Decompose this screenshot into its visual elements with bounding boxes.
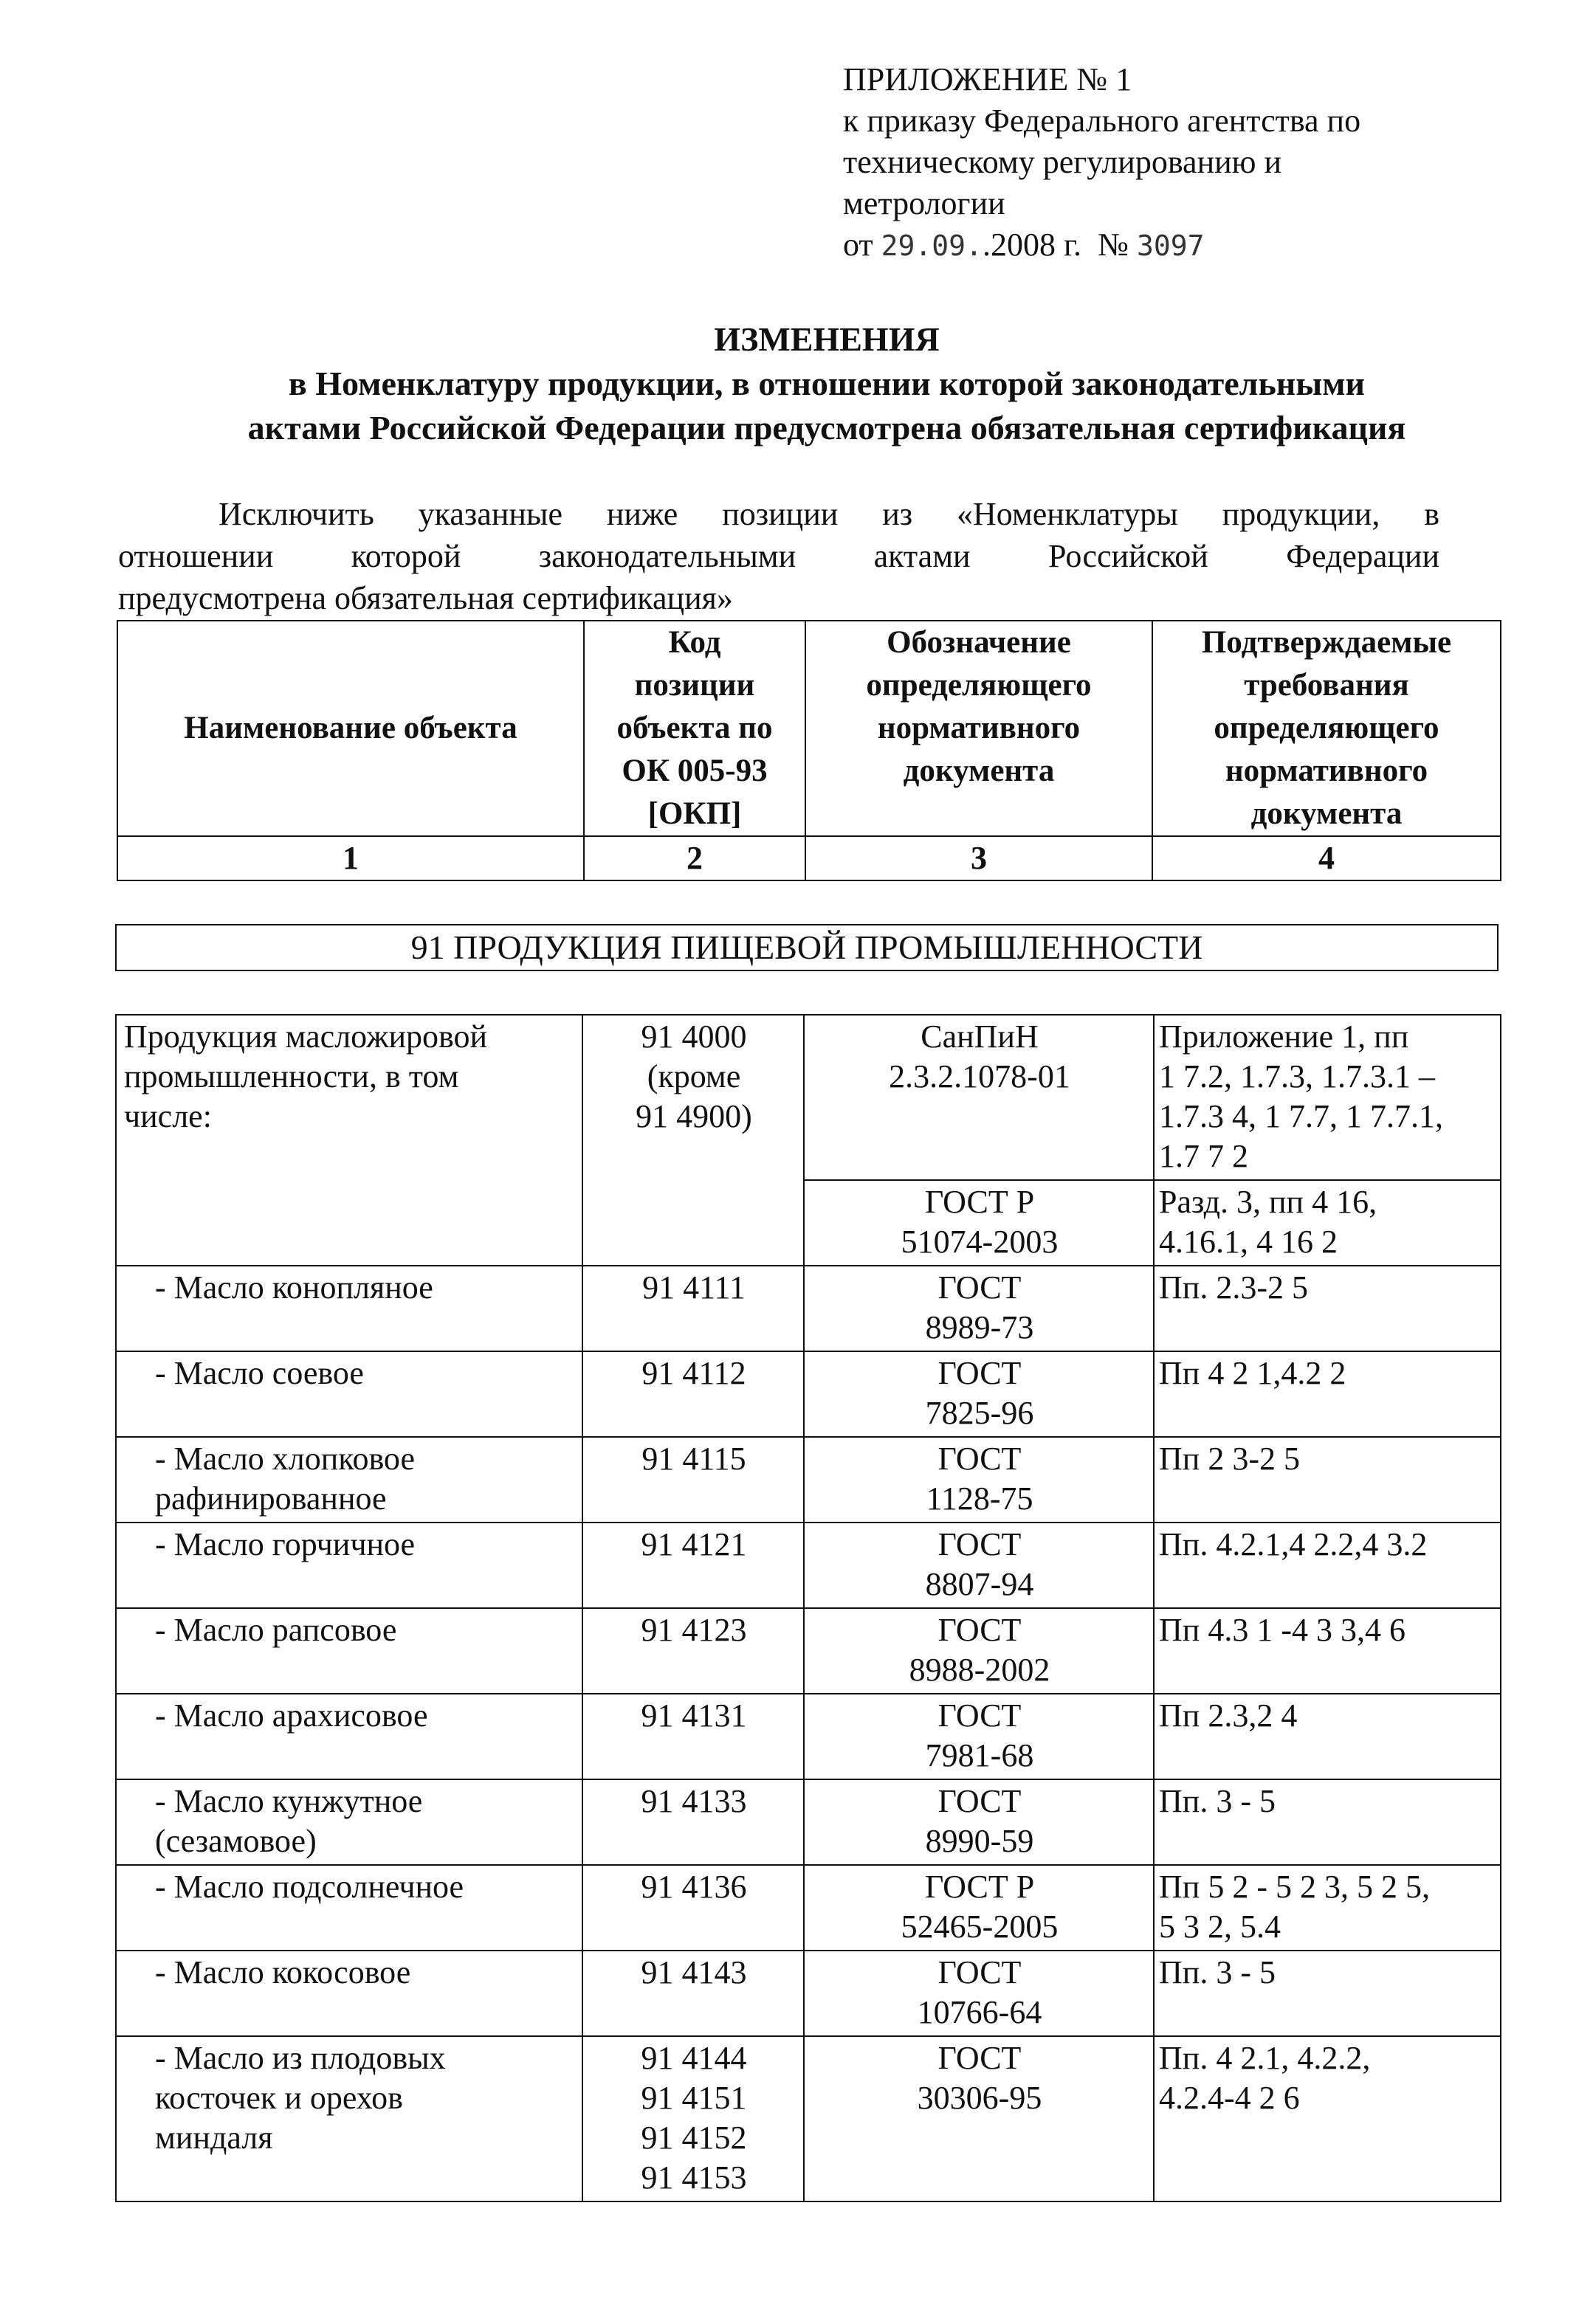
products-table xyxy=(115,1014,1501,2202)
order-number-handwritten: 3097 xyxy=(1137,230,1205,262)
table-row xyxy=(116,2036,1501,2201)
heading-line: в Номенклатуру продукции, в отношении которой законодательными xyxy=(288,365,1366,402)
product-name: - Масло кокосовое xyxy=(116,1951,582,2036)
appendix-line: техническому регулированию и xyxy=(843,144,1282,180)
product-name: - Масло соевое xyxy=(116,1351,582,1437)
table-row xyxy=(116,1523,1501,1608)
table-row xyxy=(116,1351,1501,1437)
header-num: 3 xyxy=(805,836,1152,880)
product-name: Продукция масложировой промышленности, в том числе: xyxy=(116,1015,582,1266)
header-col-requirements: Подтверждаемые требования определяющего нормативного документа xyxy=(1152,621,1501,836)
product-name: - Масло из плодовых косточек и орехов миндаля xyxy=(116,2036,582,2201)
product-code: 91 4111 xyxy=(582,1266,804,1351)
product-doc: ГОСТ 8989-73 xyxy=(804,1266,1154,1351)
product-name: - Масло рапсовое xyxy=(116,1608,582,1694)
product-code: 91 4121 xyxy=(582,1523,804,1608)
product-name: - Масло хлопковое рафинированное xyxy=(116,1437,582,1523)
product-requirements: Разд. 3, пп 4 16, 4.16.1, 4 16 2 xyxy=(1154,1180,1501,1266)
date-day-handwritten: 29.09. xyxy=(881,230,983,262)
product-requirements: Пп. 3 - 5 xyxy=(1154,1951,1501,2036)
header-number-row xyxy=(117,836,1501,880)
number-prefix: № xyxy=(1098,227,1129,263)
intro-line: Исключить указанные ниже позиции из «Номенклатуры продукции, в xyxy=(219,496,1439,532)
product-requirements: Пп 4.3 1 -4 3 3,4 6 xyxy=(1154,1608,1501,1694)
product-doc: ГОСТ Р 52465-2005 xyxy=(804,1865,1154,1951)
intro-line: отношении которой законодательными актами Российской Федерации xyxy=(118,538,1439,574)
product-name: - Масло подсолнечное xyxy=(116,1865,582,1951)
product-requirements: Пп. 3 - 5 xyxy=(1154,1779,1501,1865)
product-requirements: Пп 2.3,2 4 xyxy=(1154,1694,1501,1779)
product-doc: ГОСТ 7825-96 xyxy=(804,1351,1154,1437)
table-row xyxy=(116,1015,1501,1180)
heading-title: ИЗМЕНЕНИЯ xyxy=(714,320,940,358)
product-requirements: Приложение 1, пп 1 7.2, 1.7.3, 1.7.3.1 – 1.7.3 4, 1 7.7, 1 7.7.1, 1.7 7 2 xyxy=(1154,1015,1501,1180)
product-requirements: Пп. 4.2.1,4 2.2,4 3.2 xyxy=(1154,1523,1501,1608)
appendix-title: ПРИЛОЖЕНИЕ № 1 xyxy=(843,61,1132,97)
header-col-name: Наименование объекта xyxy=(117,621,584,836)
table-row xyxy=(116,1266,1501,1351)
product-name: - Масло арахисовое xyxy=(116,1694,582,1779)
product-requirements: Пп 4 2 1,4.2 2 xyxy=(1154,1351,1501,1437)
date-prefix: от xyxy=(843,227,873,263)
product-code: 91 4144 91 4151 91 4152 91 4153 xyxy=(582,2036,804,2201)
date-year: .2008 г. xyxy=(982,227,1082,263)
header-row xyxy=(117,621,1501,836)
product-code: 91 4115 xyxy=(582,1437,804,1523)
product-doc: ГОСТ 1128-75 xyxy=(804,1437,1154,1523)
appendix-line: к приказу Федерального агентства по xyxy=(843,103,1361,139)
product-doc: ГОСТ 10766-64 xyxy=(804,1951,1154,2036)
table-row xyxy=(116,1865,1501,1951)
header-col-code: Код позиции объекта по ОК 005-93 [ОКП] xyxy=(584,621,805,836)
product-doc: ГОСТ 8990-59 xyxy=(804,1779,1154,1865)
product-doc: ГОСТ Р 51074-2003 xyxy=(804,1180,1154,1266)
table-row xyxy=(116,1608,1501,1694)
product-code: 91 4133 xyxy=(582,1779,804,1865)
intro-line: предусмотрена обязательная сертификация» xyxy=(118,580,733,616)
product-doc: ГОСТ 8807-94 xyxy=(804,1523,1154,1608)
header-num: 4 xyxy=(1152,836,1501,880)
header-num: 1 xyxy=(117,836,584,880)
product-name: - Масло конопляное xyxy=(116,1266,582,1351)
header-num: 2 xyxy=(584,836,805,880)
product-code: 91 4000 (кроме 91 4900) xyxy=(582,1015,804,1266)
product-doc: ГОСТ 7981-68 xyxy=(804,1694,1154,1779)
section-title: 91 ПРОДУКЦИЯ ПИЩЕВОЙ ПРОМЫШЛЕННОСТИ xyxy=(115,924,1499,971)
product-doc: СанПиН 2.3.2.1078-01 xyxy=(804,1015,1154,1180)
table-row xyxy=(116,1779,1501,1865)
header-table xyxy=(117,620,1501,881)
heading-line: актами Российской Федерации предусмотрена обязательная сертификация xyxy=(247,409,1406,446)
appendix-line: метрологии xyxy=(843,185,1005,221)
product-doc: ГОСТ 8988-2002 xyxy=(804,1608,1154,1694)
product-code: 91 4131 xyxy=(582,1694,804,1779)
product-code: 91 4112 xyxy=(582,1351,804,1437)
product-requirements: Пп. 4 2.1, 4.2.2, 4.2.4-4 2 6 xyxy=(1154,2036,1501,2201)
intro-paragraph xyxy=(118,493,1439,619)
table-row xyxy=(116,1437,1501,1523)
product-code: 91 4143 xyxy=(582,1951,804,2036)
table-row xyxy=(116,1694,1501,1779)
product-name: - Масло горчичное xyxy=(116,1523,582,1608)
product-requirements: Пп 5 2 - 5 2 3, 5 2 5, 5 3 2, 5.4 xyxy=(1154,1865,1501,1951)
product-requirements: Пп 2 3-2 5 xyxy=(1154,1437,1501,1523)
product-code: 91 4136 xyxy=(582,1865,804,1951)
appendix-date-line xyxy=(843,224,1522,266)
product-requirements: Пп. 2.3-2 5 xyxy=(1154,1266,1501,1351)
product-name: - Масло кунжутное (сезамовое) xyxy=(116,1779,582,1865)
table-row xyxy=(116,1951,1501,2036)
header-col-document: Обозначение определяющего нормативного документа xyxy=(805,621,1152,836)
product-code: 91 4123 xyxy=(582,1608,804,1694)
product-doc: ГОСТ 30306-95 xyxy=(804,2036,1154,2201)
document-heading xyxy=(96,317,1558,450)
appendix-block xyxy=(843,59,1522,266)
